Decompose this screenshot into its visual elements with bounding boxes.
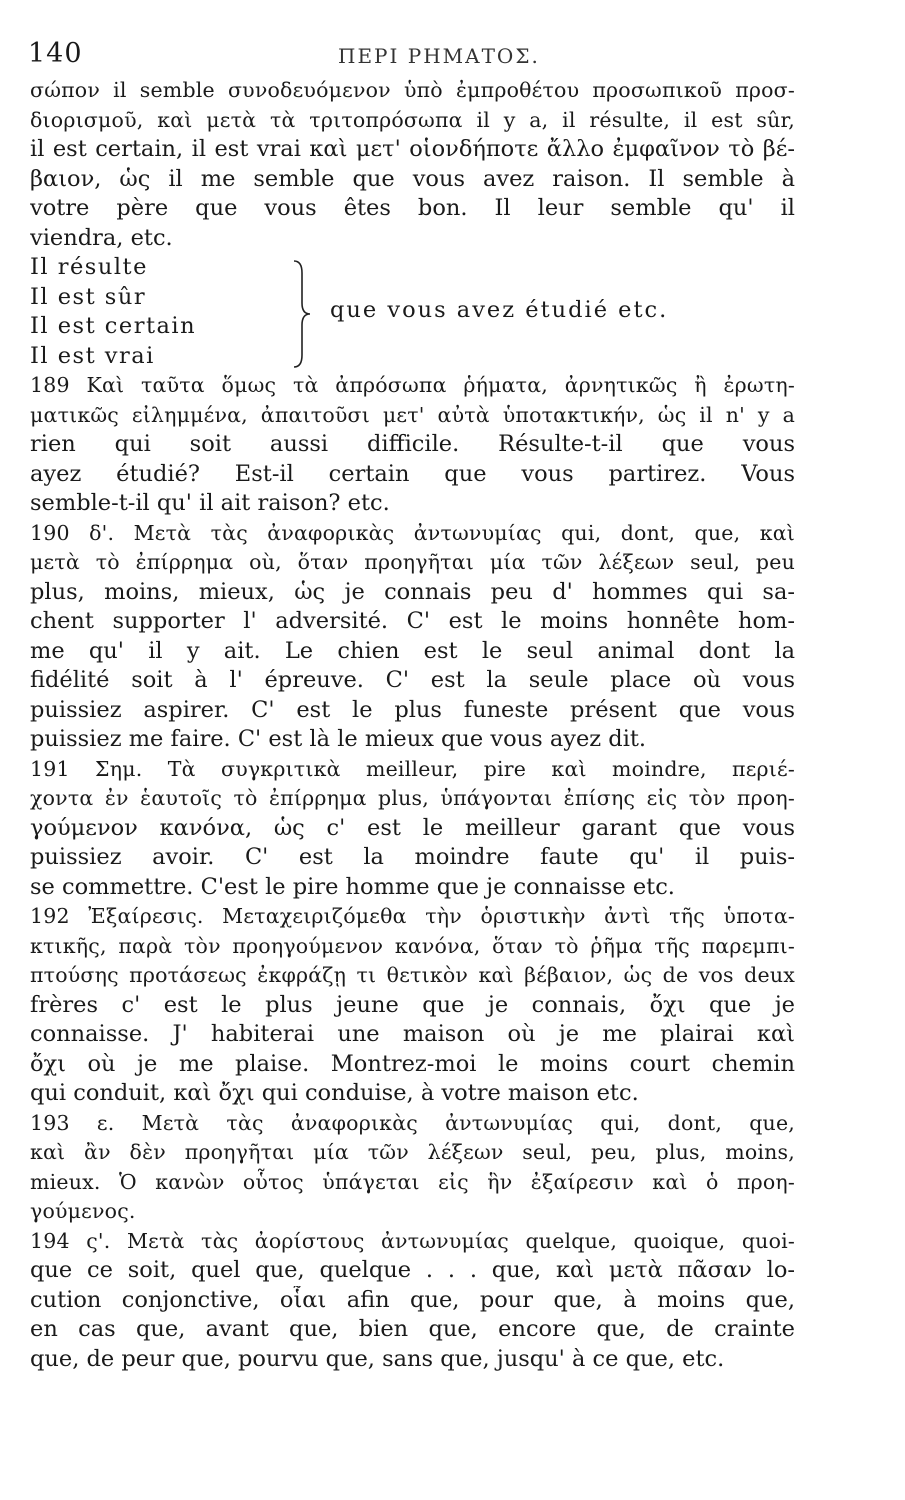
brace-item: Il est certain <box>30 313 197 339</box>
brace-example-block <box>30 253 795 371</box>
page-number: 140 <box>28 38 83 69</box>
text-line: ματικῶς εἰλημμένα, ἀπαιτοῦσι μετ' αὐτὰ ὑποτακτικήν, ὡς il n' y a <box>30 402 795 427</box>
text-line: rien qui soit aussi difficile. Résulte-t-il que vous <box>30 431 795 457</box>
text-line: ὄχι où je me plaise. Montrez-moi le moins court chemin <box>30 1050 795 1077</box>
text-line: plus, moins, mieux, ὡς je connais peu d' hommes qui sa- <box>30 578 795 605</box>
text-line: semble-t-il qu' il ait raison? etc. <box>30 490 390 516</box>
text-line: καὶ ἂν δὲν προηγῆται μία τῶν λέξεων seul, peu, plus, moins, <box>30 1140 795 1164</box>
text-line: διορισμοῦ, καὶ μετὰ τὰ τριτοπρόσωπα il y a, il résulte, il est sûr, <box>30 107 795 132</box>
paragraph-189 <box>30 371 795 519</box>
text-line: fidélité soit à l' épreuve. C' est la seule place où vous <box>30 667 795 693</box>
text-line: que, de peur que, pourvu que, sans que, jusqu' à ce que, etc. <box>30 1345 725 1372</box>
text-line: puissiez me faire. C' est là le mieux que vous ayez dit. <box>30 726 647 752</box>
paragraph-191 <box>30 755 795 903</box>
text-line: mieux. Ὁ κανὼν οὗτος ὑπάγεται εἰς ἣν ἐξαίρεσιν καὶ ὁ προη- <box>30 1169 795 1194</box>
text-line: votre père que vous êtes bon. Il leur semble qu' il <box>30 195 795 221</box>
paragraph-194 <box>30 1227 795 1375</box>
paragraph-190 <box>30 519 795 755</box>
text-line: viendra, etc. <box>30 224 173 251</box>
text-line: il est certain, il est vrai καὶ μετ' οἱονδήποτε ἄλλο ἐμφαῖνον τὸ βέ- <box>30 136 795 162</box>
text-line: γούμενον κανόνα, ὡς c' est le meilleur garant que vous <box>30 814 795 841</box>
text-line: κτικῆς, παρὰ τὸν προηγούμενον κανόνα, ὅταν τὸ ῥῆμα τῆς παρεμπι- <box>30 933 795 958</box>
text-line: puissiez avoir. C' est la moindre faute qu' il puis- <box>30 844 795 870</box>
text-line: chent supporter l' adversité. C' est le moins honnête hom- <box>30 608 795 634</box>
text-line: cution conjonctive, οἷαι afin que, pour que, à moins que, <box>30 1286 795 1313</box>
text-line: γούμενος. <box>30 1199 136 1223</box>
brace-item: Il résulte <box>30 254 148 280</box>
page-header <box>28 38 808 78</box>
right-brace-icon <box>292 259 314 369</box>
text-line: connaisse. J' habiterai une maison où je me plairai καὶ <box>30 1021 795 1047</box>
text-line: se commettre. C'est le pire homme que je connaisse etc. <box>30 873 675 900</box>
brace-text: que vous avez étudié etc. <box>330 297 669 323</box>
text-line: 190 δ'. Μετὰ τὰς ἀναφορικὰς ἀντωνυμίας qui, dont, que, καὶ <box>30 520 795 545</box>
text-line: 194 ς'. Μετὰ τὰς ἀορίστους ἀντωνυμίας quelque, quoique, quoi- <box>30 1228 795 1253</box>
text-line: 193 ε. Μετὰ τὰς ἀναφορικὰς ἀντωνυμίας qui, dont, que, <box>30 1110 795 1135</box>
text-line: μετὰ τὸ ἐπίρρημα où, ὅταν προηγῆται μία τῶν λέξεων seul, peu <box>30 550 795 574</box>
running-head: ΠΕΡΙ ΡΗΜΑΤΟΣ. <box>338 44 540 68</box>
text-line: en cas que, avant que, bien que, encore que, de crainte <box>30 1316 795 1342</box>
text-line: πτούσης προτάσεως ἐκφράζῃ τι θετικὸν καὶ βέβαιον, ὡς de vos deux <box>30 963 795 987</box>
text-line: frères c' est le plus jeune que je connais, ὄχι que je <box>30 991 795 1018</box>
brace-item: Il est vrai <box>30 342 155 369</box>
text-line: qui conduit, καὶ ὄχι qui conduise, à votre maison etc. <box>30 1080 639 1106</box>
text-line: σώπον il semble συνοδευόμενον ὑπὸ ἐμπροθέτου προσωπικοῦ προσ- <box>30 78 795 102</box>
paragraph-192 <box>30 902 795 1109</box>
text-line: 191 Σημ. Τὰ συγκριτικὰ meilleur, pire καὶ moindre, περιέ- <box>30 756 795 781</box>
text-line: puissiez aspirer. C' est le plus funeste présent que vous <box>30 696 795 723</box>
text-line: 189 Καὶ ταῦτα ὅμως τὰ ἀπρόσωπα ῥήματα, ἀρνητικῶς ἢ ἐρωτη- <box>30 373 795 397</box>
paragraph-193 <box>30 1109 795 1227</box>
text-line: βαιον, ὡς il me semble que vous avez raison. Il semble à <box>30 165 795 192</box>
text-line: ayez étudié? Est-il certain que vous partirez. Vous <box>30 460 795 487</box>
brace-item: Il est sûr <box>30 283 147 310</box>
text-line: me qu' il y ait. Le chien est le seul animal dont la <box>30 637 795 664</box>
text-line: 192 Ἐξαίρεσις. Μεταχειριζόμεθα τὴν ὁριστικὴν ἀντὶ τῆς ὑποτα- <box>30 904 795 928</box>
text-line: que ce soit, quel que, quelque . . . que, καὶ μετὰ πᾶσαν lo- <box>30 1257 795 1283</box>
text-line: χοντα ἐν ἑαυτοῖς τὸ ἐπίρρημα plus, ὑπάγονται ἐπίσης εἰς τὸν προη- <box>30 786 795 810</box>
body-text <box>30 76 795 1374</box>
